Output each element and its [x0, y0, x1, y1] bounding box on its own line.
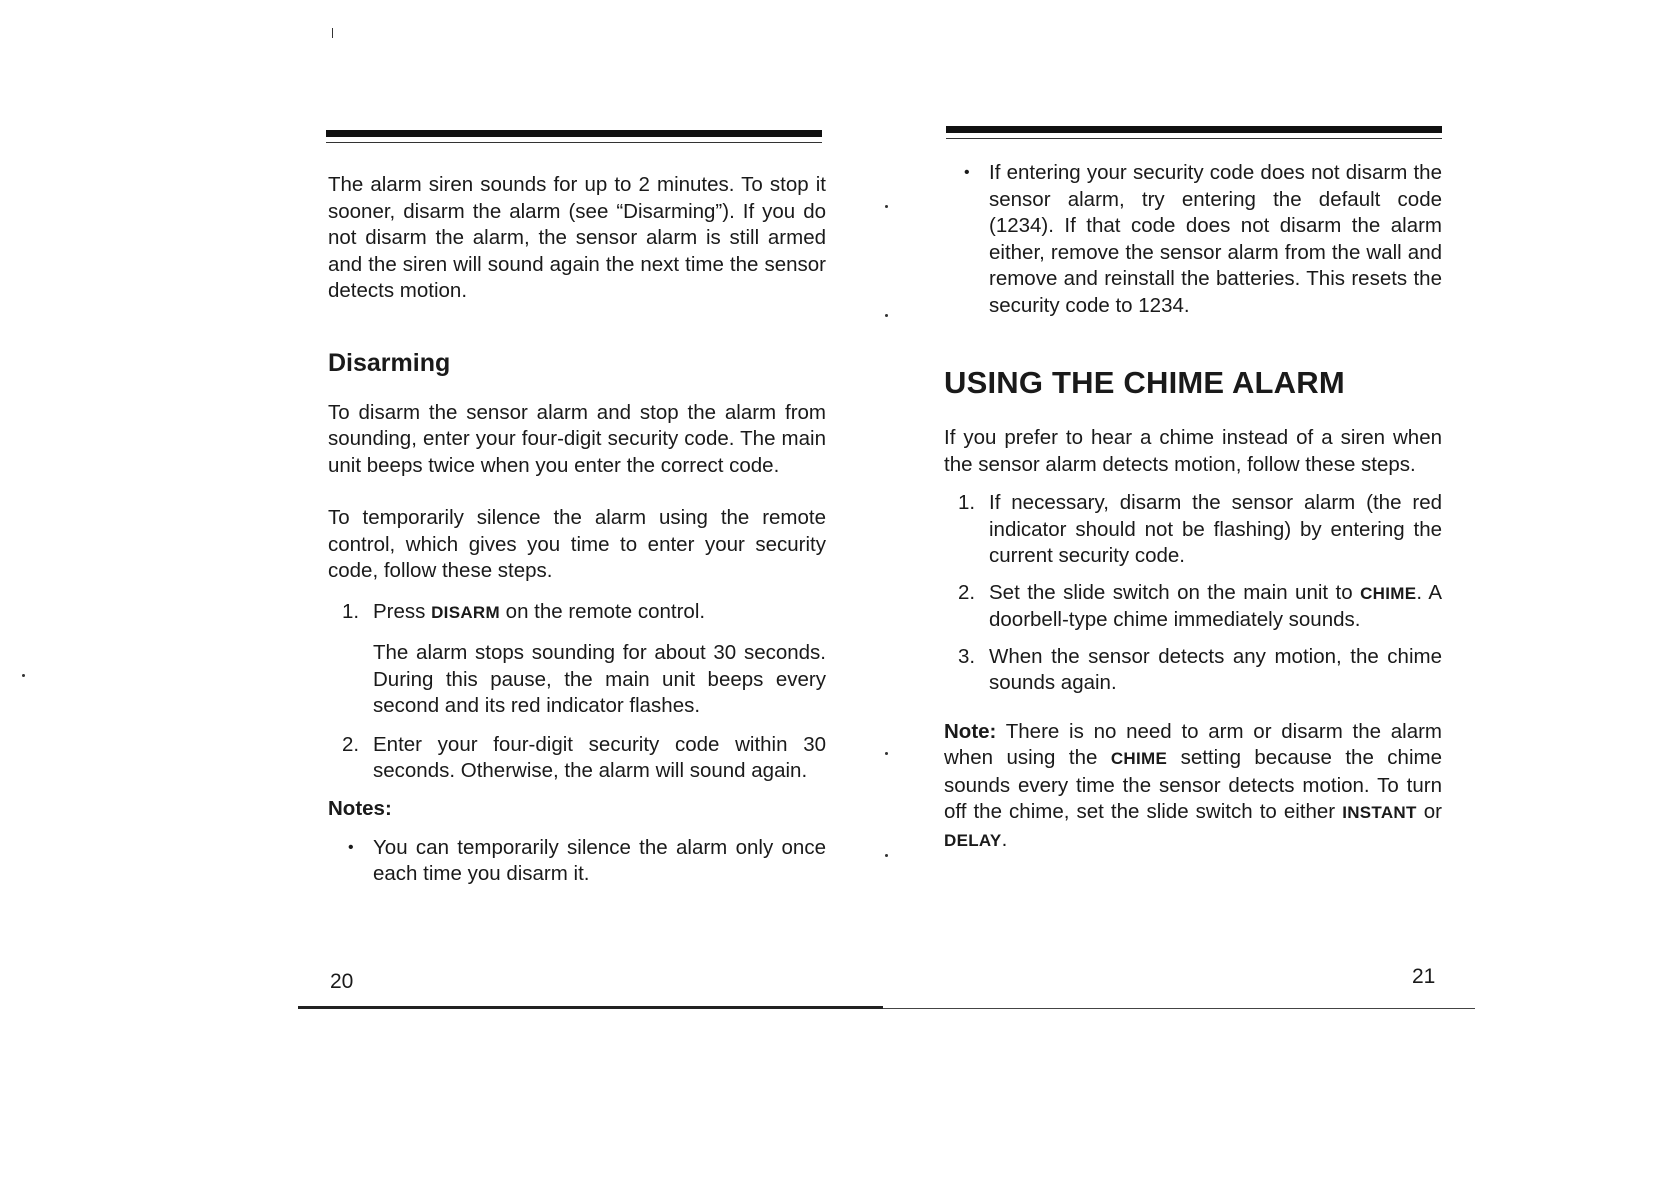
- chime-intro-paragraph: If you prefer to hear a chime instead of a siren when the sensor alarm detects motion, follow these steps.: [944, 426, 1442, 476]
- disarm-paragraph: To disarm the sensor alarm and stop the alarm from sounding, enter your four-digit security code. The main unit beeps twice when you enter the correct code.: [328, 400, 826, 477]
- list-item: [328, 835, 826, 888]
- left-page: [328, 172, 826, 888]
- step-text-end: . A doorbell-type chime immediately sounds.: [989, 580, 1443, 631]
- right-notes-list: [944, 160, 1442, 319]
- siren-intro-paragraph: The alarm siren sounds for up to 2 minutes. To stop it sooner, disarm the alarm (see “Disarming”). If you do not disarm the alarm, the sensor alarm is still armed and the siren will sound again the next time the sensor detects motion.: [328, 173, 826, 302]
- bottom-rule-right: [883, 1008, 1475, 1009]
- bullet-icon: •: [348, 838, 354, 856]
- list-item: [328, 732, 826, 785]
- left-page-number: 20: [330, 970, 354, 993]
- step-number: 1.: [958, 491, 976, 514]
- step-text-end: on the remote control.: [499, 599, 706, 623]
- right-page-number: 21: [1412, 965, 1436, 988]
- delay-keyword: DELAY: [944, 830, 1002, 850]
- step-text: Set the slide switch on the main unit to: [989, 580, 1361, 604]
- disarm-keyword: DISARM: [431, 602, 500, 622]
- instant-keyword: INSTANT: [1342, 803, 1417, 822]
- step-detail-text: The alarm stops sounding for about 30 seconds. During this pause, the main unit beeps every second and its red indicator flashes.: [373, 641, 826, 717]
- step-number: 1.: [342, 599, 360, 623]
- chime-steps-list: [944, 490, 1442, 697]
- list-item-detail: [328, 640, 826, 720]
- chime-keyword: CHIME: [1110, 749, 1168, 768]
- chime-note-paragraph: [944, 719, 1442, 855]
- note-text: If entering your security code does not disarm the sensor alarm, try entering the default code (1234). If that code does not disarm the alarm either, remove the sensor alarm from the wall and remove and reinstall the batteries. This resets the security code to 1234.: [989, 161, 1442, 317]
- step-number: 2.: [958, 580, 976, 604]
- silence-paragraph: To temporarily silence the alarm using the remote control, which gives you time to enter your security code, follow these steps.: [328, 506, 826, 582]
- right-top-thin-rule: [946, 138, 1442, 139]
- silence-steps-list: [328, 599, 826, 785]
- notes-label: Notes:: [328, 796, 392, 820]
- notes-list: [328, 835, 826, 888]
- scan-speck: [885, 314, 888, 317]
- scan-mark: [332, 28, 333, 38]
- chime-keyword: CHIME: [1360, 583, 1417, 603]
- step-text: When the sensor detects any motion, the chime sounds again.: [989, 644, 1442, 694]
- disarming-heading: Disarming: [328, 348, 451, 377]
- scan-speck: [885, 205, 888, 208]
- note-label: Note:: [944, 719, 997, 743]
- chime-alarm-heading: USING THE CHIME ALARM: [944, 365, 1345, 400]
- scan-speck: [885, 854, 888, 857]
- left-top-rule: [326, 130, 822, 137]
- step-text: Enter your four-digit security code within 30 seconds. Otherwise, the alarm will sound again.: [373, 732, 826, 782]
- scan-speck: [22, 674, 25, 677]
- step-number: 2.: [342, 732, 360, 756]
- list-item: [328, 599, 826, 627]
- step-text: If necessary, disarm the sensor alarm (the red indicator should not be flashing) by entering the current security code.: [989, 491, 1442, 567]
- note-text: setting because the chime sounds every time the sensor detects motion. To turn off the chime, set the slide switch to either: [944, 746, 1442, 823]
- step-text: Press: [373, 599, 432, 623]
- list-item: [944, 490, 1442, 570]
- left-top-thin-rule: [326, 142, 822, 143]
- list-item: [944, 580, 1442, 634]
- note-text: You can temporarily silence the alarm only once each time you disarm it.: [373, 835, 826, 885]
- right-page: [944, 160, 1442, 854]
- list-item: [944, 644, 1442, 697]
- bottom-rule-left: [298, 1006, 883, 1009]
- note-text: .: [1001, 827, 1008, 851]
- bullet-icon: •: [964, 164, 970, 181]
- right-top-rule: [946, 126, 1442, 133]
- scan-speck: [885, 752, 888, 755]
- list-item: [944, 160, 1442, 319]
- note-text: There is no need to arm or disarm the alarm when using the: [944, 719, 1442, 769]
- step-number: 3.: [958, 644, 976, 668]
- note-text: or: [1416, 800, 1442, 823]
